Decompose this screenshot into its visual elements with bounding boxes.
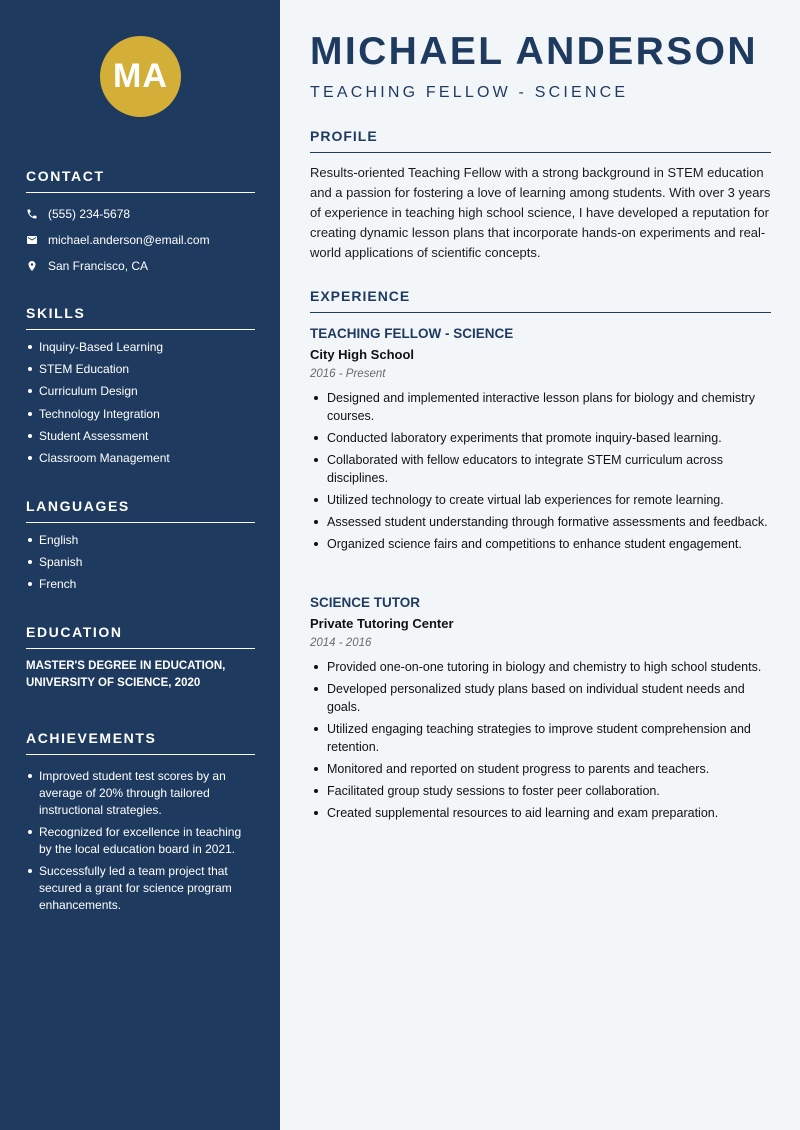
- skill-item: Inquiry-Based Learning: [26, 339, 255, 361]
- achievement-item: Improved student test scores by an average of 20% through tailored instructional strategies.: [26, 768, 255, 819]
- job-title: SCIENCE TUTOR: [310, 595, 421, 610]
- education-entry: MASTER'S DEGREE IN EDUCATION, UNIVERSITY OF SCIENCE, 2020: [26, 660, 226, 689]
- language-item: French: [26, 576, 255, 598]
- achievements-title: ACHIEVEMENTS: [26, 730, 255, 755]
- profile-section: [310, 128, 771, 263]
- location-pin-icon: [26, 260, 48, 272]
- education-section: [26, 624, 255, 692]
- profile-text: Results-oriented Teaching Fellow with a strong background in STEM education and a passion for fostering a love of learning among students. With over 3 years of experience in teaching high school science, I have developed a reputation for creating dynamic lesson plans that incorporate hands-on experiments and real-world applications of scientific concepts.: [310, 165, 771, 260]
- candidate-name: MICHAEL ANDERSON: [310, 30, 758, 73]
- skill-item: Curriculum Design: [26, 383, 255, 405]
- job-bullet: Conducted laboratory experiments that promote inquiry-based learning.: [310, 429, 771, 447]
- contact-location: [26, 253, 255, 279]
- job-bullet: Utilized technology to create virtual lab experiences for remote learning.: [310, 491, 771, 509]
- avatar: MA: [100, 36, 181, 117]
- job-bullet: Developed personalized study plans based on individual student needs and goals.: [310, 680, 771, 716]
- job-entry: [310, 326, 771, 557]
- job-bullet: Assessed student understanding through formative assessments and feedback.: [310, 513, 771, 531]
- phone-text: (555) 234-5678: [48, 207, 131, 221]
- skill-item: Student Assessment: [26, 428, 255, 450]
- skill-item: Technology Integration: [26, 406, 255, 428]
- education-title: EDUCATION: [26, 624, 255, 649]
- skills-section: [26, 305, 255, 472]
- contact-title: CONTACT: [26, 168, 255, 193]
- job-entry: [310, 595, 771, 826]
- contact-phone: [26, 201, 255, 227]
- job-dates: 2016 - Present: [310, 368, 386, 380]
- profile-title: PROFILE: [310, 128, 771, 153]
- job-bullet: Created supplemental resources to aid learning and exam preparation.: [310, 804, 771, 822]
- job-company: Private Tutoring Center: [310, 616, 454, 631]
- sidebar: [0, 0, 280, 1130]
- languages-section: [26, 498, 255, 599]
- job-bullet: Organized science fairs and competitions to enhance student engagement.: [310, 535, 771, 553]
- job-company: City High School: [310, 347, 414, 362]
- achievement-item: Recognized for excellence in teaching by the local education board in 2021.: [26, 824, 255, 858]
- phone-icon: [26, 208, 48, 220]
- contact-section: [26, 168, 255, 279]
- achievements-section: [26, 730, 255, 919]
- mail-icon: [26, 234, 48, 246]
- language-item: Spanish: [26, 554, 255, 576]
- experience-title: EXPERIENCE: [310, 288, 771, 313]
- job-bullet: Designed and implemented interactive lesson plans for biology and chemistry courses.: [310, 389, 771, 425]
- candidate-role: TEACHING FELLOW - SCIENCE: [310, 84, 629, 101]
- skills-title: SKILLS: [26, 305, 255, 330]
- job-bullet: Monitored and reported on student progress to parents and teachers.: [310, 760, 771, 778]
- job-bullet: Provided one-on-one tutoring in biology and chemistry to high school students.: [310, 658, 771, 676]
- job-bullet: Facilitated group study sessions to foster peer collaboration.: [310, 782, 771, 800]
- experience-section: [310, 288, 771, 313]
- skill-item: Classroom Management: [26, 450, 255, 472]
- achievement-item: Successfully led a team project that secured a grant for science program enhancements.: [26, 863, 255, 914]
- job-bullet: Utilized engaging teaching strategies to improve student comprehension and retention.: [310, 720, 771, 756]
- language-item: English: [26, 532, 255, 554]
- job-title: TEACHING FELLOW - SCIENCE: [310, 326, 514, 341]
- languages-title: LANGUAGES: [26, 498, 255, 523]
- email-text: michael.anderson@email.com: [48, 233, 210, 247]
- location-text: San Francisco, CA: [48, 259, 149, 273]
- job-dates: 2014 - 2016: [310, 637, 372, 649]
- skill-item: STEM Education: [26, 361, 255, 383]
- contact-email: [26, 227, 255, 253]
- job-bullet: Collaborated with fellow educators to integrate STEM curriculum across disciplines.: [310, 451, 771, 487]
